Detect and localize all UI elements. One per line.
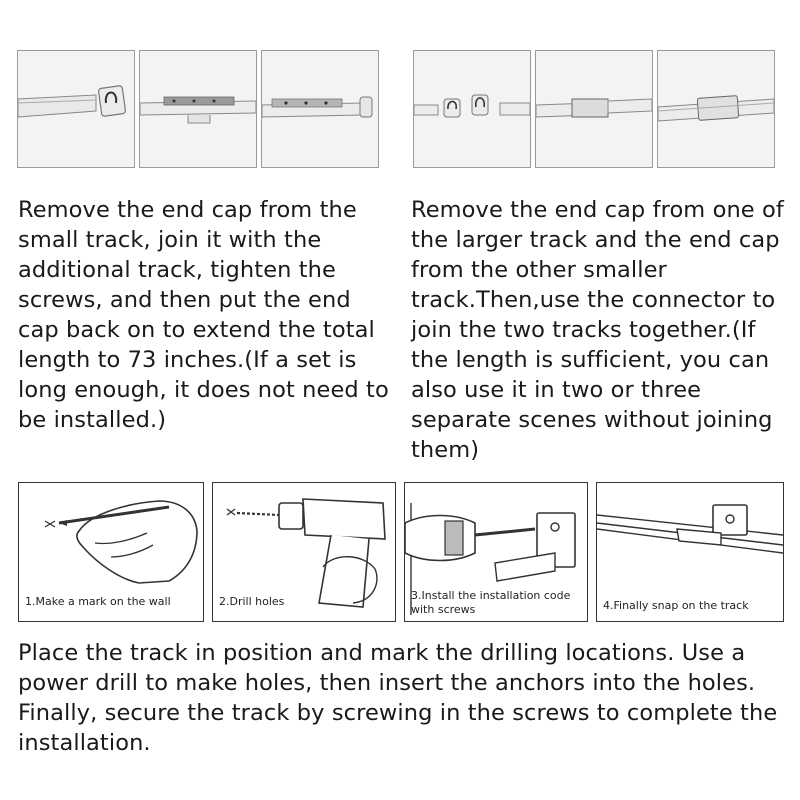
- small-track-assembly-photos: [17, 50, 379, 168]
- small-track-end-cap-removed-photo: [17, 50, 135, 168]
- tracks-connected-photo: [657, 50, 775, 168]
- screws-tightened-photo: [261, 50, 379, 168]
- connector-photo: [535, 50, 653, 168]
- step-caption: 1.Make a mark on the wall: [25, 595, 171, 608]
- step-caption: 4.Finally snap on the track: [603, 599, 749, 612]
- step-mark-wall: [18, 482, 204, 622]
- connector-assembly-photos: [413, 50, 775, 168]
- installation-steps: [18, 482, 784, 622]
- step-caption: 2.Drill holes: [219, 595, 285, 608]
- step-snap-track: [596, 482, 784, 622]
- track-joined-photo: [139, 50, 257, 168]
- connector-joining-instructions: Remove the end cap from one of the larger track and the end cap from the other smaller track.Then,use the connector to join the two tracks together.(If the length is sufficient, you can also use it in two or three separate scenes without joining them): [411, 197, 784, 463]
- installation-summary: Place the track in position and mark the drilling locations. Use a power drill to make holes, then insert the anchors into the holes. Finally, secure the track by screwing in the screws to complete the installation.: [18, 640, 778, 756]
- small-track-extension-instructions: Remove the end cap from the small track, join it with the additional track, tighten the screws, and then put the end cap back on to extend the total length to 73 inches.(If a set is long enough, it does not need to be installed.): [18, 197, 389, 433]
- end-caps-removed-photo: [413, 50, 531, 168]
- step-drill-holes: [212, 482, 396, 622]
- step-caption: 3.Install the installation code with screws: [411, 589, 571, 616]
- step-install-code: [404, 482, 588, 622]
